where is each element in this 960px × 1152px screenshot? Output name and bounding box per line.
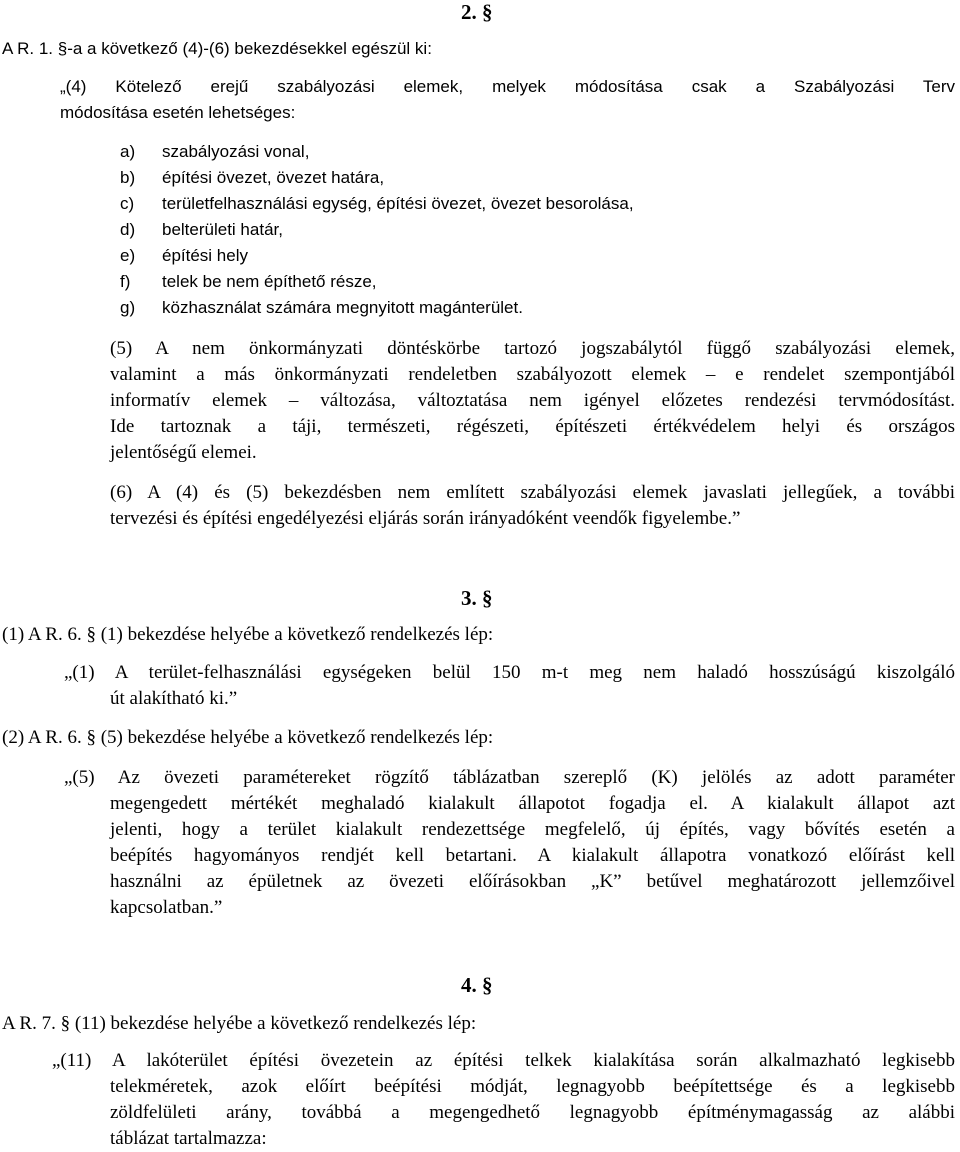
quote-line: „(5) Az övezeti paramétereket rögzítő táblázatban szereplő (K) jelölés az adott paraméter [64, 767, 955, 788]
paragraph-5-line: valamint a más önkormányzati rendeletben szabályozott elemek – e rendelet szempontjából [110, 364, 955, 385]
list-item: f) telek be nem építhető része, [120, 272, 377, 291]
quote-line: út alakítható ki.” [110, 688, 238, 709]
paragraph-4-line: „(4) Kötelező erejű szabályozási elemek, melyek módosítása csak a Szabályozási Terv [60, 77, 955, 96]
quote-line: kapcsolatban.” [110, 897, 223, 918]
quote-line: megengedett mértékét meghaladó kialakult állapotot fogadja el. A kialakult állapot azt [110, 793, 955, 814]
quote-6-5 [64, 765, 955, 921]
section-3-intro-1: (1) A R. 6. § (1) bekezdése helyébe a következő rendelkezés lép: [2, 624, 494, 645]
paragraph-5-line: informatív elemek – változása, változtatása nem igényel előzetes rendezési tervmódosítást. [110, 390, 955, 411]
quote-line: „(11) A lakóterület építési övezetein az építési telkek kialakítása során alkalmazható legkisebb [52, 1050, 955, 1071]
quote-line: beépítés hagyományos rendjét kell betartani. A kialakult állapotra vonatkozó előírást kell [110, 845, 955, 866]
paragraph-5-line: jelentőségű elemei. [110, 442, 257, 463]
section-3-heading: 3. § [461, 586, 493, 610]
section-3-intro-2: (2) A R. 6. § (5) bekezdése helyébe a következő rendelkezés lép: [2, 727, 494, 748]
list-item: a) szabályozási vonal, [120, 142, 310, 161]
quote-line: telekméretek, azok előírt beépítési módját, legnagyobb beépítettsége és a legkisebb [110, 1076, 955, 1097]
paragraph-5-line: Ide tartoznak a táji, természeti, régészeti, építészeti értékvédelem helyi és országos [110, 416, 955, 437]
list-item: c) területfelhasználási egység, építési övezet, övezet besorolása, [120, 194, 634, 213]
paragraph-5-line: (5) A nem önkormányzati döntéskörbe tartozó jogszabálytól függő szabályozási elemek, [110, 338, 955, 359]
paragraph-6 [110, 480, 955, 532]
quote-line: használni az épületnek az övezeti előírásokban „K” betűvel meghatározott jellemzőivel [110, 871, 955, 892]
paragraph-4 [60, 74, 955, 126]
list-item: d) belterületi határ, [120, 220, 283, 239]
section-4-intro: A R. 7. § (11) bekezdése helyébe a következő rendelkezés lép: [2, 1013, 477, 1034]
paragraph-6-line: (6) A (4) és (5) bekezdésben nem említett szabályozási elemek javaslati jellegűek, a további [110, 482, 955, 503]
list-item: e) építési hely [120, 246, 248, 265]
paragraph-6-line: tervezési és építési engedélyezési eljárás során irányadóként veendők figyelembe.” [110, 508, 741, 529]
quote-6-1 [64, 660, 955, 712]
paragraph-5 [110, 336, 955, 466]
quote-line: „(1) A terület-felhasználási egységeken belül 150 m-t meg nem haladó hosszúságú kiszolgáló [64, 662, 955, 683]
quote-line: táblázat tartalmazza: [110, 1128, 267, 1149]
quote-line: jelenti, hogy a terület kialakult rendezettsége megfelelő, új építés, vagy bővítés esetén a [110, 819, 955, 840]
paragraph-4-line: módosítása esetén lehetséges: [60, 103, 296, 122]
quote-line: zöldfelületi arány, továbbá a megengedhető legnagyobb építménymagasság az alábbi [110, 1102, 955, 1123]
section-2-heading: 2. § [461, 0, 493, 24]
list-item: g) közhasználat számára megnyitott magánterület. [120, 298, 523, 317]
section-2-intro: A R. 1. §-a a következő (4)-(6) bekezdésekkel egészül ki: [2, 39, 432, 58]
list-item: b) építési övezet, övezet határa, [120, 168, 385, 187]
section-4-heading: 4. § [461, 973, 493, 997]
quote-7-11 [52, 1048, 955, 1152]
